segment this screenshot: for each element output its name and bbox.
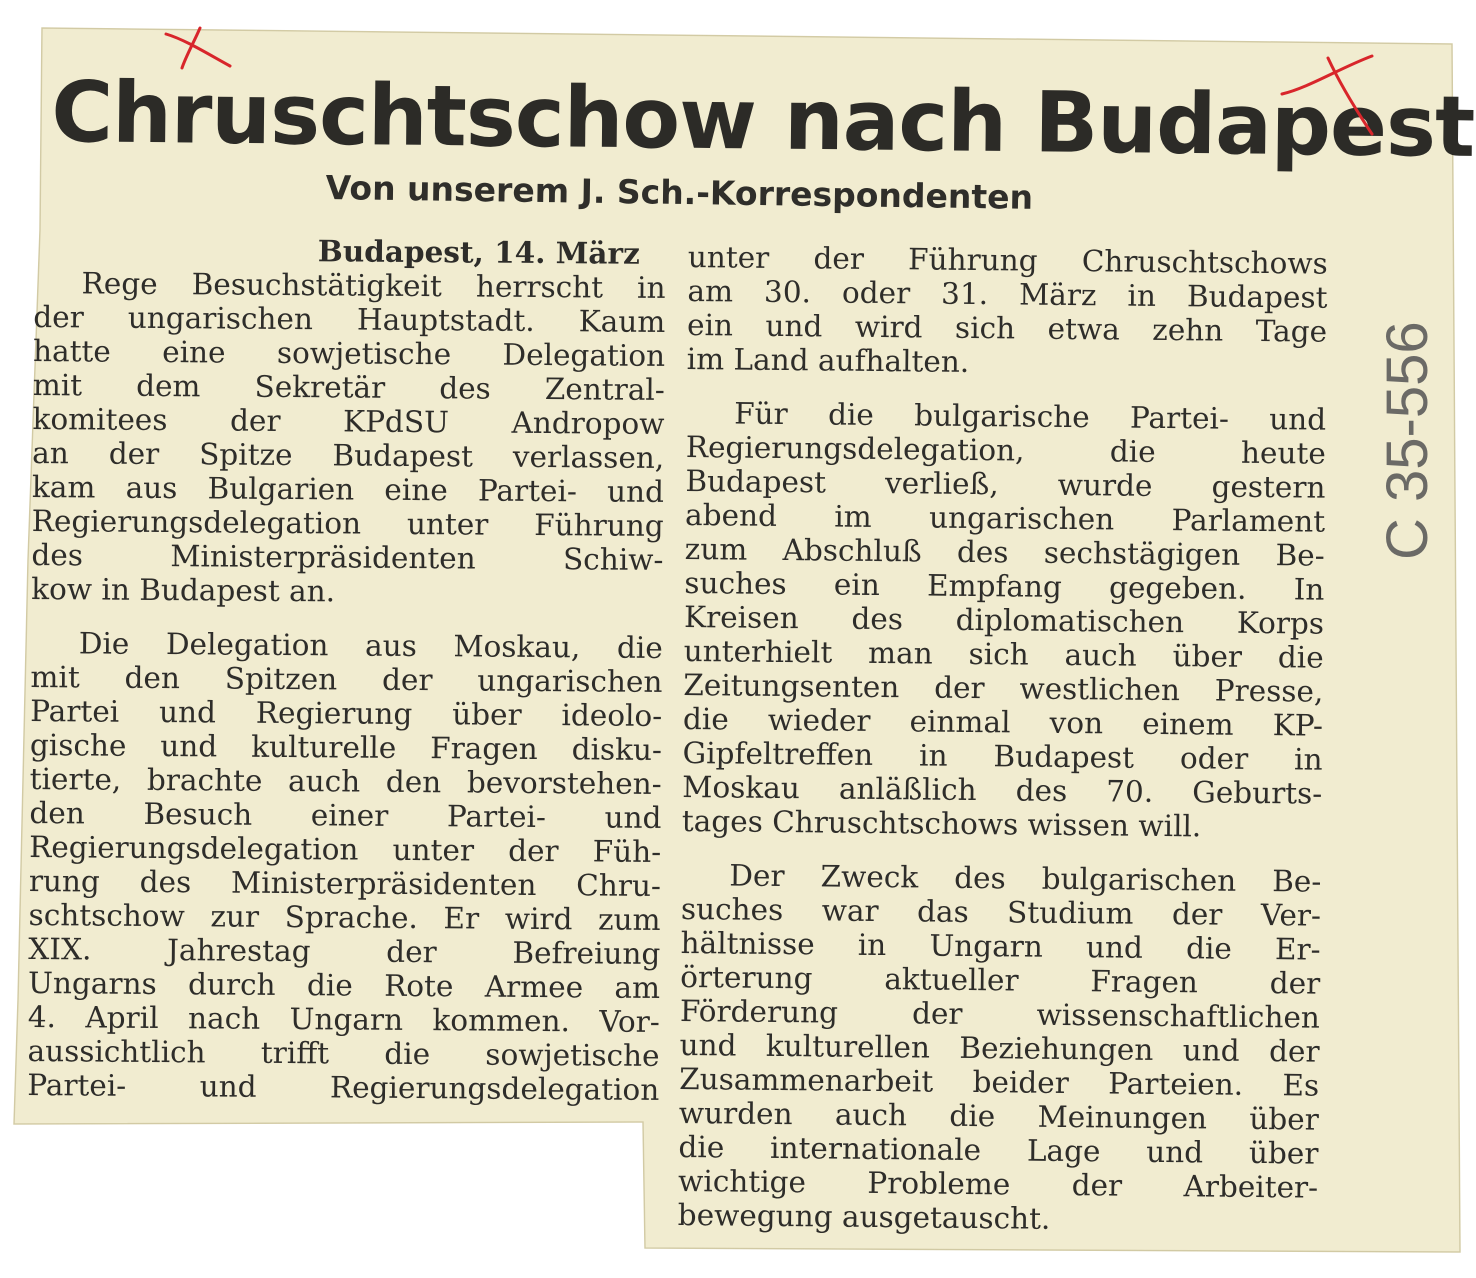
text-line: Zusammenarbeit beider Parteien. Es <box>679 1061 1320 1103</box>
text-line: Ungarns durch die Rote Armee am <box>27 965 661 1005</box>
text-line: Für die bulgarische Partei- und <box>734 396 1327 437</box>
text-line: Der Zweck des bulgarischen Be- <box>729 858 1322 899</box>
headline: Chruschtschow nach Budapest <box>50 62 1475 176</box>
text-line: des Ministerpräsidenten Schiw- <box>31 537 664 577</box>
text-line: Partei- und Regierungsdelegation <box>27 1067 660 1107</box>
text-line: kow in Budapest an. <box>31 571 336 609</box>
text-line: Die Delegation aus Moskau, die <box>78 626 663 665</box>
text-line: unterhielt man sich auch über die <box>683 633 1324 675</box>
left-paragraph-1 <box>31 266 666 611</box>
red-x-mark-right <box>1278 50 1378 140</box>
text-line: die internationale Lage und über <box>678 1129 1319 1171</box>
text-line: rung des Ministerpräsidenten Chru- <box>28 863 662 903</box>
text-line: wurden auch die Meinungen über <box>678 1095 1320 1137</box>
text-line: suches war das Studium der Ver- <box>680 891 1322 933</box>
text-line: am 30. oder 31. März in Budapest <box>687 273 1328 315</box>
text-line: Partei und Regierung über ideolo- <box>30 693 663 733</box>
text-line: hältnisse in Ungarn und die Er- <box>680 925 1321 967</box>
right-paragraph-3 <box>678 858 1322 1239</box>
text-line: XIX. Jahrestag der Befreiung <box>28 931 661 971</box>
text-line: ein und wird sich etwa zehn Tage <box>686 307 1328 349</box>
text-line: Gipfeltreffen in Budapest oder in <box>682 735 1323 777</box>
left-column <box>27 232 666 1107</box>
text-line: Förderung der wissenschaftlichen <box>679 993 1321 1035</box>
text-line: örterung aktueller Fragen der <box>680 959 1321 1001</box>
text-line: suches ein Empfang gegeben. In <box>684 565 1325 607</box>
text-line: die wieder einmal von einem KP- <box>682 701 1324 743</box>
text-line: Rege Besuchstätigkeit herrscht in <box>81 266 666 305</box>
text-line: an der Spitze Budapest verlassen, <box>32 435 665 475</box>
text-line: wichtige Probleme der Arbeiter- <box>677 1163 1319 1205</box>
text-line: den Besuch einer Partei- und <box>29 795 662 835</box>
left-paragraph-2 <box>27 626 663 1107</box>
text-line: kam aus Bulgarien eine Partei- und <box>31 469 665 509</box>
text-line: Regierungsdelegation unter Führung <box>31 503 664 543</box>
red-x-mark-left <box>160 24 236 72</box>
text-line: hatte eine sowjetische Delegation <box>32 333 666 373</box>
text-line: Regierungsdelegation unter der Füh- <box>29 829 662 869</box>
text-line: der ungarischen Hauptstadt. Kaum <box>33 299 666 339</box>
text-line: Zeitungsenten der westlichen Presse, <box>683 667 1324 709</box>
text-line: im Land aufhalten. <box>686 341 970 379</box>
text-line: tages Chruschtschows wissen will. <box>681 803 1202 844</box>
text-line: Budapest verließ, wurde gestern <box>685 463 1326 505</box>
right-paragraph-1 <box>687 240 1328 383</box>
text-line: tierte, brachte auch den bevorstehen- <box>29 761 662 801</box>
text-line: mit den Spitzen der ungarischen <box>30 659 663 699</box>
text-line: Moskau anläßlich des 70. Geburts- <box>682 769 1323 811</box>
text-line: und kulturellen Beziehungen und der <box>679 1027 1320 1069</box>
dateline: Budapest, 14. März <box>317 233 640 271</box>
text-line: zum Abschluß des sechstägigen Be- <box>684 531 1325 573</box>
archive-number: C 35-556 <box>1375 321 1440 560</box>
text-line: aussichtlich trifft die sowjetische <box>27 1033 660 1073</box>
right-column <box>678 240 1328 1239</box>
text-line: bewegung ausgetauscht. <box>677 1197 1051 1236</box>
text-line: abend im ungarischen Parlament <box>684 497 1326 539</box>
text-line: mit dem Sekretär des Zentral- <box>32 367 665 407</box>
text-line: Regierungsdelegation, die heute <box>685 429 1326 471</box>
text-line: schtschow zur Sprache. Er wird zum <box>28 897 661 937</box>
text-line: komitees der KPdSU Andropow <box>32 401 665 441</box>
right-paragraph-2 <box>682 396 1327 845</box>
byline: Von unserem J. Sch.-Korrespondenten <box>325 167 1034 217</box>
text-line: gische und kulturelle Fragen disku- <box>29 727 663 767</box>
text-line: 4. April nach Ungarn kommen. Vor- <box>27 999 660 1039</box>
text-line: Kreisen des diplomatischen Korps <box>683 599 1325 641</box>
text-line: unter der Führung Chruschtschows <box>687 240 1328 281</box>
